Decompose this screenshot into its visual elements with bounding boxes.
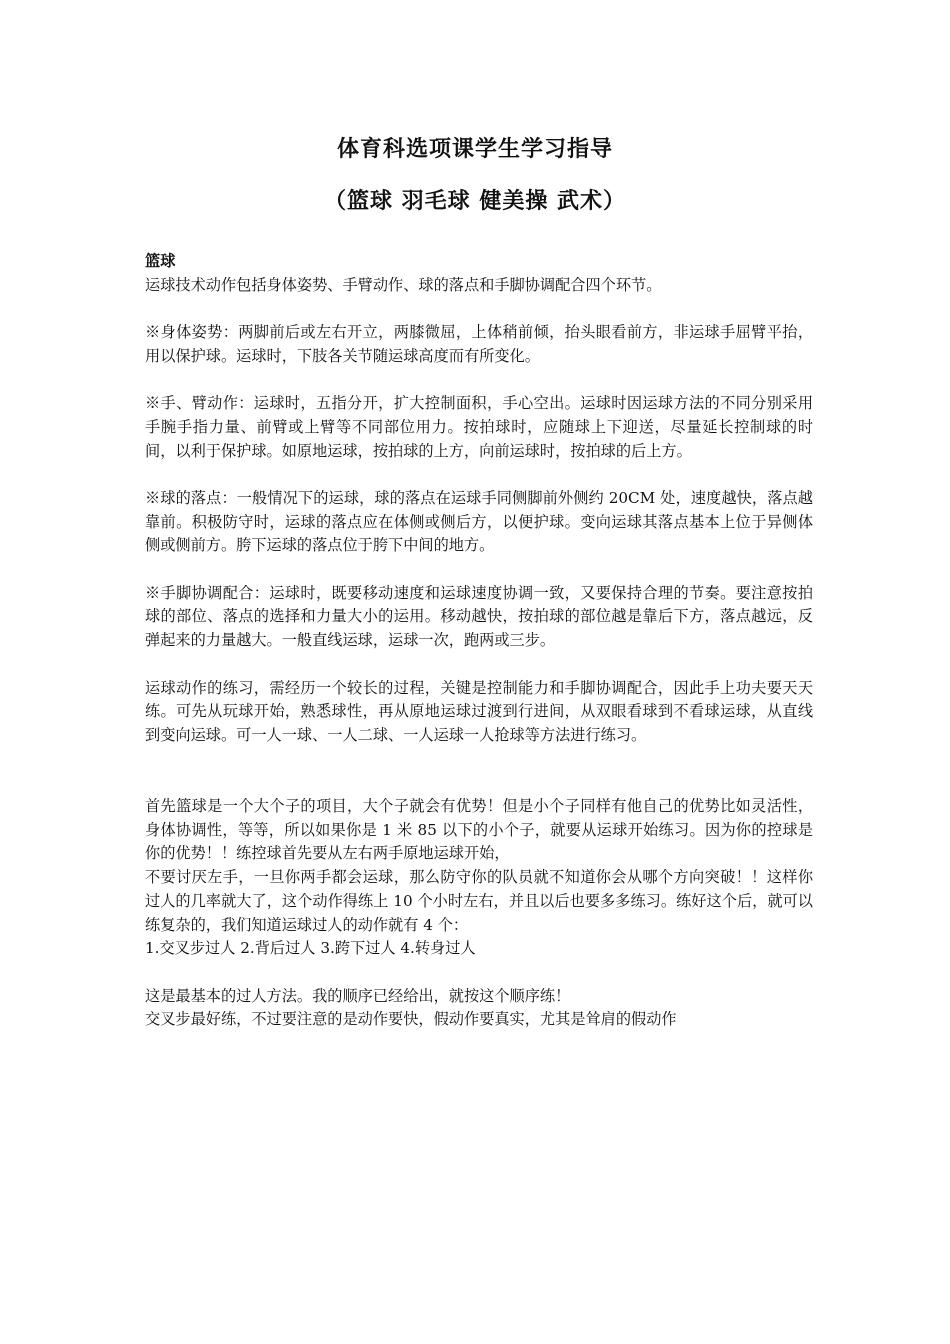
paragraph-order-note: 这是最基本的过人方法。我的顺序已经给出，就按这个顺序练！ bbox=[145, 986, 571, 1005]
document-subtitle: （篮球 羽毛球 健美操 武术） bbox=[324, 188, 626, 214]
paragraph-coordination: ※手脚协调配合：运球时，既要移动速度和运球速度协调一致，又要保持合理的节奏。要注意按拍球的部位、落点的选择和力量大小的运用。移动越快，按拍球的部位越是靠后下方，落点越远，反弹起来的力量越大。一般直线运球，运球一次，跑两或三步。 bbox=[145, 583, 813, 650]
paragraph-crossover: 交叉步最好练，不过要注意的是动作要快，假动作要真实，尤其是耸肩的假动作 bbox=[145, 1010, 677, 1029]
paragraph-small-player: 首先篮球是一个大个子的项目，大个子就会有优势！但是小个子同样有他自己的优势比如灵活性，身体协调性，等等，所以如果你是 1 米 85 以下的小个子，就要从运球开始练习。因为你的控球是你的优势！！练控球首先要从左右两手原地运球开始， bbox=[145, 797, 813, 863]
paragraph-intro: 运球技术动作包括身体姿势、手臂动作、球的落点和手脚协调配合四个环节。 bbox=[145, 275, 662, 294]
section-heading: 篮球 bbox=[145, 252, 176, 270]
blank-line bbox=[145, 771, 813, 795]
paragraph-move-list: 1.交叉步过人 2.背后过人 3.跨下过人 4.转身过人 bbox=[145, 939, 476, 958]
paragraph-hand-arm: ※手、臂动作：运球时，五指分开，扩大控制面积，手心空出。运球时因运球方法的不同分别采用手腕手指力量、前臂或上臂等不同部位用力。按拍球时，应随球上下迎送，尽量延长控制球的时间，以利于保护球。如原地运球，按拍球的上方，向前运球时，按拍球的后上方。 bbox=[145, 394, 813, 460]
paragraph-practice: 运球动作的练习，需经历一个较长的过程，关键是控制能力和手脚协调配合，因此手上功夫要天天练。可先从玩球开始，熟悉球性，再从原地运球过渡到行进间，从双眼看球到不看球运球，从直线到变向运球。可一人一球、一人二球、一人运球一人抢球等方法进行练习。 bbox=[145, 678, 813, 744]
paragraph-ball-landing: ※球的落点：一般情况下的运球，球的落点在运球手同侧脚前外侧约 20CM 处，速度越快，落点越靠前。积极防守时，运球的落点应在体侧或侧后方，以便护球。变向运球其落点基本上位于异侧体侧或侧前方。胯下运球的落点位于胯下中间的地方。 bbox=[145, 488, 813, 555]
document-body bbox=[145, 250, 813, 1032]
paragraph-left-hand: 不要讨厌左手，一旦你两手都会运球，那么防守你的队员就不知道你会从哪个方向突破！！这样你过人的几率就大了，这个动作得练上 10 个小时左右，并且以后也要多多练习。练好这个后，就可以练复杂的，我们知道运球过人的动作就有 4 个： bbox=[145, 868, 813, 934]
paragraph-body-posture: ※身体姿势：两脚前后或左右开立，两膝微屈，上体稍前倾，抬头眼看前方，非运球手屈臂平抬，用以保护球。运球时，下肢各关节随运球高度而有所变化。 bbox=[145, 323, 813, 365]
document-title: 体育科选项课学生学习指导 bbox=[336, 136, 613, 162]
